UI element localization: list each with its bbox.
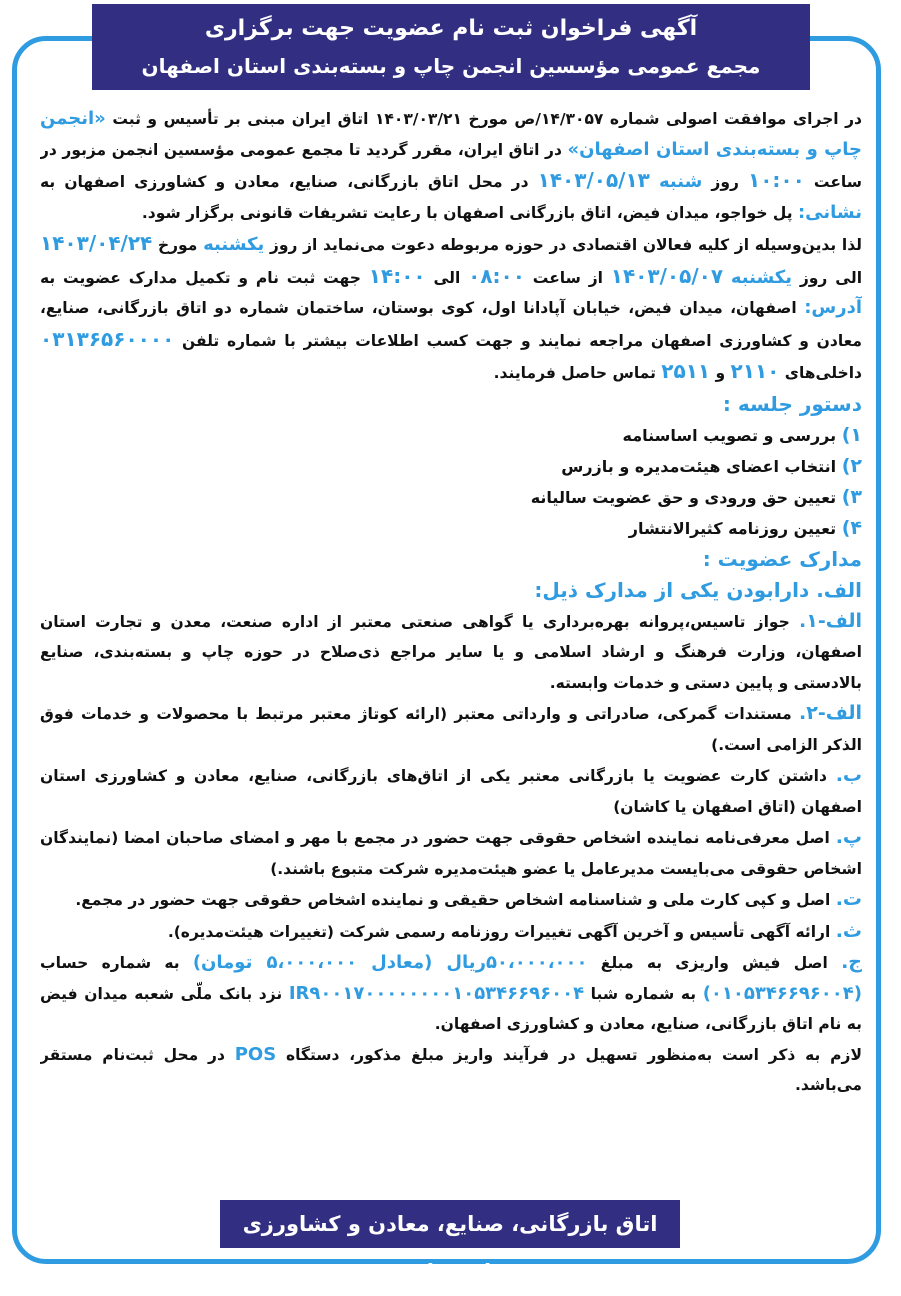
start-time: ۰۸:۰۰ [468, 263, 525, 288]
start-date: ۱۴۰۳/۰۴/۲۴ [40, 231, 153, 255]
extension-1: ۲۱۱۰ [730, 359, 780, 383]
meeting-date: ۱۴۰۳/۰۵/۱۳ [537, 168, 650, 192]
document-item: الف-۱. جواز تاسیس،پروانه بهره‌برداری یا گواهی صنعتی معتبر از اداره صنعت، معدن و تجارت استان اصفهان، وزارت فرهنگ و ارشاد اسلامی و یا سایر مراجع ذی‌صلاح در حوزه چاپ و بسته‌بندی، صنایع بالادستی و پایین دستی و خدمات وابسته. [40, 609, 862, 692]
intro-paragraph: در اجرای موافقت اصولی شماره ۱۴/۳۰۵۷/ص مورخ ۱۴۰۳/۰۳/۲۱ اتاق ایران مبنی بر تأسیس و ثبت «انجمن چاپ و بسته‌بندی استان اصفهان» در اتاق ایران، مقرر گردید تا مجمع عمومی مؤسسین انجمن مزبور در ساعت ۱۰:۰۰ روز شنبه ۱۴۰۳/۰۵/۱۳ در محل اتاق بازرگانی، صنایع، معادن و کشاورزی اصفهان به نشانی: پل خواجو، میدان فیض، اتاق بازرگانی اصفهان با رعایت تشریفات قانونی برگزار شود. [40, 108, 862, 223]
agenda-item: ۲) انتخاب اعضای هیئت‌مدیره و بازرس [561, 454, 862, 477]
association-name: «انجمن چاپ و بسته‌بندی استان اصفهان» [40, 108, 862, 160]
documents-subtitle: الف. دارابودن یکی از مدارک ذیل: [534, 577, 862, 602]
document-item: ت. اصل و کپی کارت ملی و شناسنامه اشخاص حقیقی و نماینده اشخاص حقوقی جهت حضور در مجمع. [75, 888, 862, 910]
start-weekday: یکشنبه [203, 234, 265, 255]
announcement-body [40, 104, 862, 1194]
document-item: ج. اصل فیش واریزی به مبلغ ۵۰،۰۰۰،۰۰۰ریال (معادل ۵،۰۰۰،۰۰۰ تومان) به شماره حساب (۰۱۰۵۳۴۶۶۹۶۰۰۴) به شماره شبا IR۹۰۰۱۷۰۰۰۰۰۰۰۰۱۰۵۳۴۶۶۹۶۰۰۴ نزد بانک ملّی شعبه میدان فیض به نام اتاق بازرگانی، صنایع، معادن و کشاورزی اصفهان. [40, 951, 862, 1033]
extension-2: ۲۵۱۱ [661, 359, 711, 383]
documents-title: مدارک عضویت : [702, 546, 862, 571]
document-item: ب. داشتن کارت عضویت یا بازرگانی معتبر یکی از اتاق‌های بازرگانی، صنایع، معادن و کشاورزی استان اصفهان (اتاق اصفهان یا کاشان) [40, 764, 862, 816]
agenda-item: ۴) تعیین روزنامه کثیرالانتشار [628, 516, 862, 539]
agenda-title: دستور جلسه : [722, 391, 862, 416]
pos-label: POS [234, 1043, 277, 1065]
document-item: الف-۲. مستندات گمرکی، صادراتی و وارداتی معتبر (ارائه کوتاژ معتبر مرتبط با محصولات و خدمات فوق الذکر الزامی است.) [40, 702, 862, 754]
end-time: ۱۴:۰۰ [368, 263, 426, 288]
iban-number: IR۹۰۰۱۷۰۰۰۰۰۰۰۰۱۰۵۳۴۶۶۹۶۰۰۴ [288, 982, 585, 1004]
meeting-weekday: شنبه [659, 171, 703, 192]
address-label: نشانی: [797, 201, 862, 223]
registration-address-label: آدرس: [804, 297, 862, 318]
end-date: ۱۴۰۳/۰۵/۰۷ [610, 263, 724, 288]
footer-banner: اتاق بازرگانی، صنایع، معادن و کشاورزی اصفهان [220, 1200, 680, 1248]
invitation-paragraph: لذا بدین‌وسیله از کلیه فعالان اقتصادی در حوزه مربوطه دعوت می‌نماید از روز یکشنبه مورخ ۱۴۰۳/۰۴/۲۴ الی روز یکشنبه ۱۴۰۳/۰۵/۰۷ از ساعت ۰۸:۰۰ الی ۱۴:۰۰ جهت ثبت نام و تکمیل مدارک عضویت به آدرس: اصفهان، میدان فیض، خیابان آپادانا اول، کوی بوستان، ساختمان شماره دو اتاق بازرگانی، صنایع، معادن و کشاورزی اصفهان مراجعه نمایند و جهت کسب اطلاعات بیشتر با شماره تلفن ۰۳۱۳۶۵۶۰۰۰۰ داخلی‌های ۲۱۱۰ و ۲۵۱۱ تماس حاصل فرمایند. [40, 231, 862, 383]
meeting-time: ۱۰:۰۰ [748, 168, 805, 192]
end-weekday: یکشنبه [730, 266, 793, 288]
document-item: ث. ارائه آگهی تأسیس و آخرین آگهی تغییرات روزنامه رسمی شرکت (تغییرات هیئت‌مدیره). [167, 919, 862, 942]
header-subtitle: مجمع عمومی مؤسسین انجمن چاپ و بسته‌بندی استان اصفهان [141, 54, 761, 78]
account-number: (۰۱۰۵۳۴۶۶۹۶۰۰۴) [702, 982, 862, 1004]
agenda-list [40, 420, 862, 544]
header-title: آگهی فراخوان ثبت نام عضویت جهت برگزاری [204, 16, 698, 41]
agenda-item: ۳) تعیین حق ورودی و حق عضویت سالیانه [530, 485, 862, 508]
header-banner [92, 4, 810, 90]
payment-amount: ۵۰،۰۰۰،۰۰۰ریال (معادل ۵،۰۰۰،۰۰۰ تومان) [192, 952, 588, 973]
pos-note: لازم به ذکر است به‌منظور تسهیل در فرآیند واریز مبلغ مذکور، دستگاه POS در محل ثبت‌نام مستقر می‌باشد. [40, 1043, 862, 1094]
phone-number: ۰۳۱۳۶۵۶۰۰۰۰ [40, 326, 175, 351]
agenda-item: ۱) بررسی و تصویب اساسنامه [622, 423, 862, 446]
document-item: پ. اصل معرفی‌نامه نماینده اشخاص حقوقی جهت حضور در مجمع با مهر و امضای صاحبان امضا (نمایندگان اشخاص حقوقی می‌بایست مدیرعامل یا عضو هیئت‌مدیره شرکت متبوع باشند.) [40, 826, 862, 878]
